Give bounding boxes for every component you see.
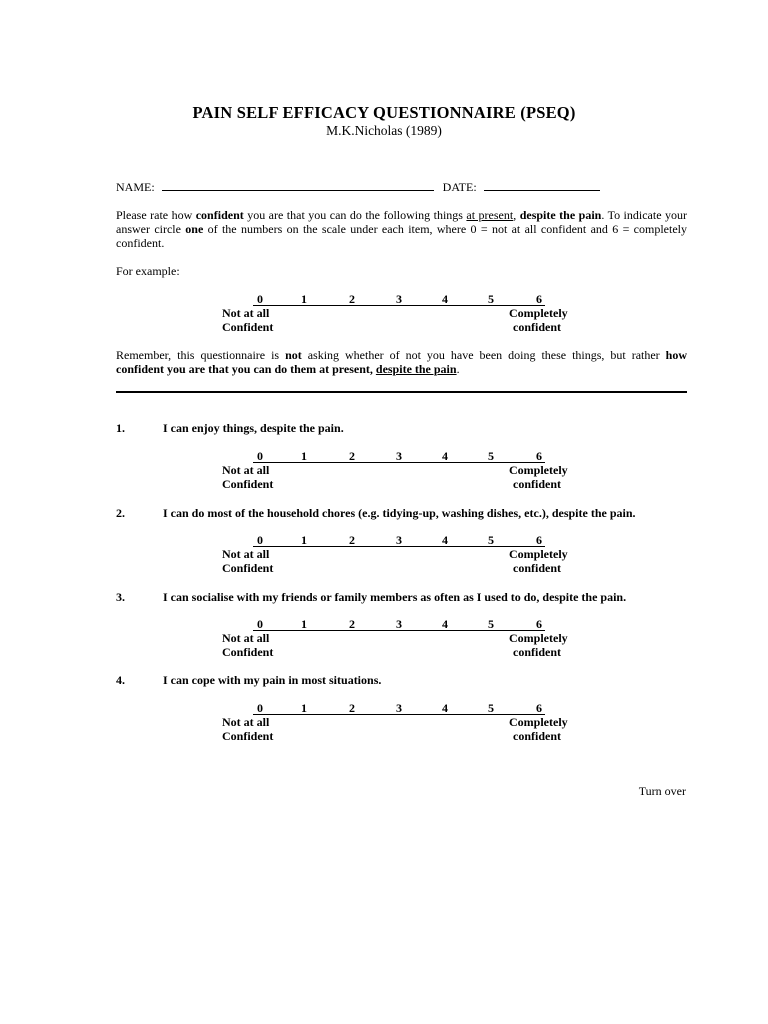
scale-option-1[interactable]: 1 — [301, 533, 307, 547]
scale-left-label-2: Confident — [222, 477, 274, 491]
question-4-scale — [0, 701, 768, 743]
scale-left-label-1: Not at all — [222, 715, 270, 729]
scale-option-0[interactable]: 0 — [257, 533, 263, 547]
question-4-text: I can cope with my pain in most situations. — [163, 673, 382, 687]
scale-right-label-2: confident — [513, 477, 561, 491]
scale-right-label-2: confident — [513, 561, 561, 575]
scale-option-2[interactable]: 2 — [349, 701, 355, 715]
question-1-scale — [0, 449, 768, 491]
scale-right-label-2: confident — [513, 729, 561, 743]
scale-option-4[interactable]: 4 — [442, 617, 448, 631]
scale-option-6[interactable]: 6 — [536, 449, 542, 463]
question-3-scale — [0, 617, 768, 659]
section-divider — [116, 391, 687, 393]
scale-option-4[interactable]: 4 — [442, 533, 448, 547]
scale-option-6[interactable]: 6 — [536, 292, 542, 306]
instructions-paragraph: Please rate how confident you are that you can do the following things at present, despite the pain. To indicate your answer circle one of the numbers on the scale under each item, where 0 = not at all confident and 6 = completely confident. — [116, 208, 687, 250]
page-title: PAIN SELF EFFICACY QUESTIONNAIRE (PSEQ) — [192, 103, 576, 122]
example-scale — [0, 292, 768, 334]
scale-option-0[interactable]: 0 — [257, 449, 263, 463]
scale-left-label-1: Not at all — [222, 463, 270, 477]
question-2-number: 2. — [116, 506, 125, 520]
question-2-text: I can do most of the household chores (e.g. tidying-up, washing dishes, etc.), despite the pain. — [163, 506, 636, 520]
date-field[interactable] — [484, 180, 600, 191]
scale-left-label-1: Not at all — [222, 631, 270, 645]
scale-option-2[interactable]: 2 — [349, 449, 355, 463]
date-label: DATE: — [442, 180, 477, 194]
scale-option-5[interactable]: 5 — [488, 701, 494, 715]
reminder-paragraph: Remember, this questionnaire is not asking whether of not you have been doing these things, but rather how confident you are that you can do them at present, despite the pain. — [116, 348, 687, 376]
scale-option-1[interactable]: 1 — [301, 449, 307, 463]
scale-option-3[interactable]: 3 — [396, 617, 402, 631]
scale-right-label-1: Completely — [509, 715, 568, 729]
example-label: For example: — [116, 264, 180, 278]
scale-option-3[interactable]: 3 — [396, 701, 402, 715]
scale-option-1[interactable]: 1 — [301, 292, 307, 306]
scale-left-label-1: Not at all — [222, 306, 270, 320]
scale-option-6[interactable]: 6 — [536, 617, 542, 631]
scale-right-label-1: Completely — [509, 463, 568, 477]
scale-option-5[interactable]: 5 — [488, 617, 494, 631]
question-4-number: 4. — [116, 673, 125, 687]
scale-option-0[interactable]: 0 — [257, 701, 263, 715]
scale-option-6[interactable]: 6 — [536, 701, 542, 715]
scale-option-4[interactable]: 4 — [442, 701, 448, 715]
scale-option-1[interactable]: 1 — [301, 701, 307, 715]
scale-option-0[interactable]: 0 — [257, 617, 263, 631]
question-3-number: 3. — [116, 590, 125, 604]
name-field[interactable] — [162, 180, 434, 191]
question-1-number: 1. — [116, 421, 125, 435]
scale-left-label-2: Confident — [222, 561, 274, 575]
scale-option-3[interactable]: 3 — [396, 533, 402, 547]
page-subtitle: M.K.Nicholas (1989) — [326, 123, 442, 138]
scale-left-label-1: Not at all — [222, 547, 270, 561]
name-date-row — [116, 180, 716, 194]
scale-option-6[interactable]: 6 — [536, 533, 542, 547]
scale-right-label-2: confident — [513, 320, 561, 334]
scale-option-0[interactable]: 0 — [257, 292, 263, 306]
scale-left-label-2: Confident — [222, 645, 274, 659]
scale-right-label-1: Completely — [509, 631, 568, 645]
scale-right-label-2: confident — [513, 645, 561, 659]
scale-option-3[interactable]: 3 — [396, 449, 402, 463]
scale-right-label-1: Completely — [509, 306, 568, 320]
scale-right-label-1: Completely — [509, 547, 568, 561]
scale-option-2[interactable]: 2 — [349, 617, 355, 631]
scale-option-2[interactable]: 2 — [349, 292, 355, 306]
question-1-text: I can enjoy things, despite the pain. — [163, 421, 344, 435]
scale-option-5[interactable]: 5 — [488, 449, 494, 463]
scale-left-label-2: Confident — [222, 729, 274, 743]
scale-option-4[interactable]: 4 — [442, 449, 448, 463]
scale-option-5[interactable]: 5 — [488, 292, 494, 306]
name-label: NAME: — [116, 180, 155, 194]
scale-left-label-2: Confident — [222, 320, 274, 334]
question-2-scale — [0, 533, 768, 575]
scale-option-2[interactable]: 2 — [349, 533, 355, 547]
turn-over-note: Turn over — [638, 784, 686, 798]
question-3-text: I can socialise with my friends or family members as often as I used to do, despite the pain. — [163, 590, 627, 604]
scale-option-4[interactable]: 4 — [442, 292, 448, 306]
scale-option-1[interactable]: 1 — [301, 617, 307, 631]
scale-option-3[interactable]: 3 — [396, 292, 402, 306]
scale-option-5[interactable]: 5 — [488, 533, 494, 547]
